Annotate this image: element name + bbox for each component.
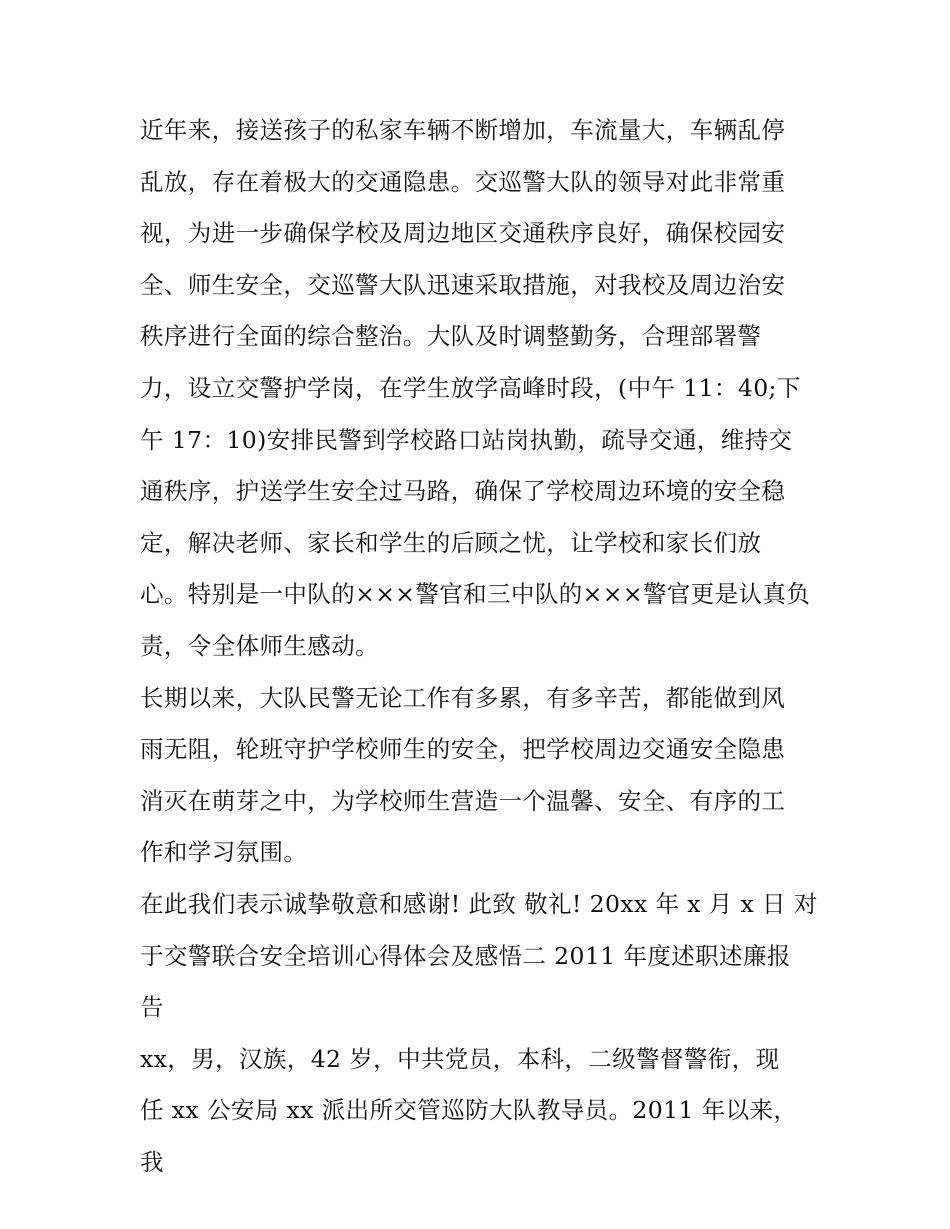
- paragraph-report-intro: xx，男，汉族，42 岁，中共党员，本科，二级警督警衔，现 任 xx 公安局 xx 派出所交管巡防大队教导员。2011 年以来，我: [140, 1044, 798, 1176]
- paragraph-traffic-patrol-thanks: 近年来，接送孩子的私家车辆不断增加，车流量大，车辆乱停 乱放，存在着极大的交通隐患。交巡警大队的领导对此非常重 视，为进一步确保学校及周边地区交通秩序良好，确保校园安 全、师生安全，交巡警大队迅速采取措施，对我校及周边治安 秩序进行全面的综合整治。大队及时调整勤务，合理部署警 力，设立交警护学岗，在学生放学高峰时段，(中午 11：40;下 午 17：10)安排民警到学校路口站岗执勤，疏导交通，维持交 通秩序，护送学生安全过马路，确保了学校周边环境的安全稳 定，解决老师、家长和学生的后顾之忧，让学校和家长们放 心。特别是一中队的×××警官和三中队的×××警官更是认真负 责，令全体师生感动。: [140, 116, 811, 660]
- paragraph-closing-and-report-title: 在此我们表示诚挚敬意和感谢! 此致 敬礼! 20xx 年 x 月 x 日 对 于交警联合安全培训心得体会及感悟二 2011 年度述职述廉报 告: [140, 889, 818, 1022]
- document-body: [140, 105, 820, 1188]
- paragraph-long-term-service: 长期以来，大队民警无论工作有多累，有多辛苦，都能做到风 雨无阻，轮班守护学校师生的安全，把学校周边交通安全隐患 消灭在萌芽之中，为学校师生营造一个温馨、安全、有序的工 作和学习氛围。: [140, 683, 786, 867]
